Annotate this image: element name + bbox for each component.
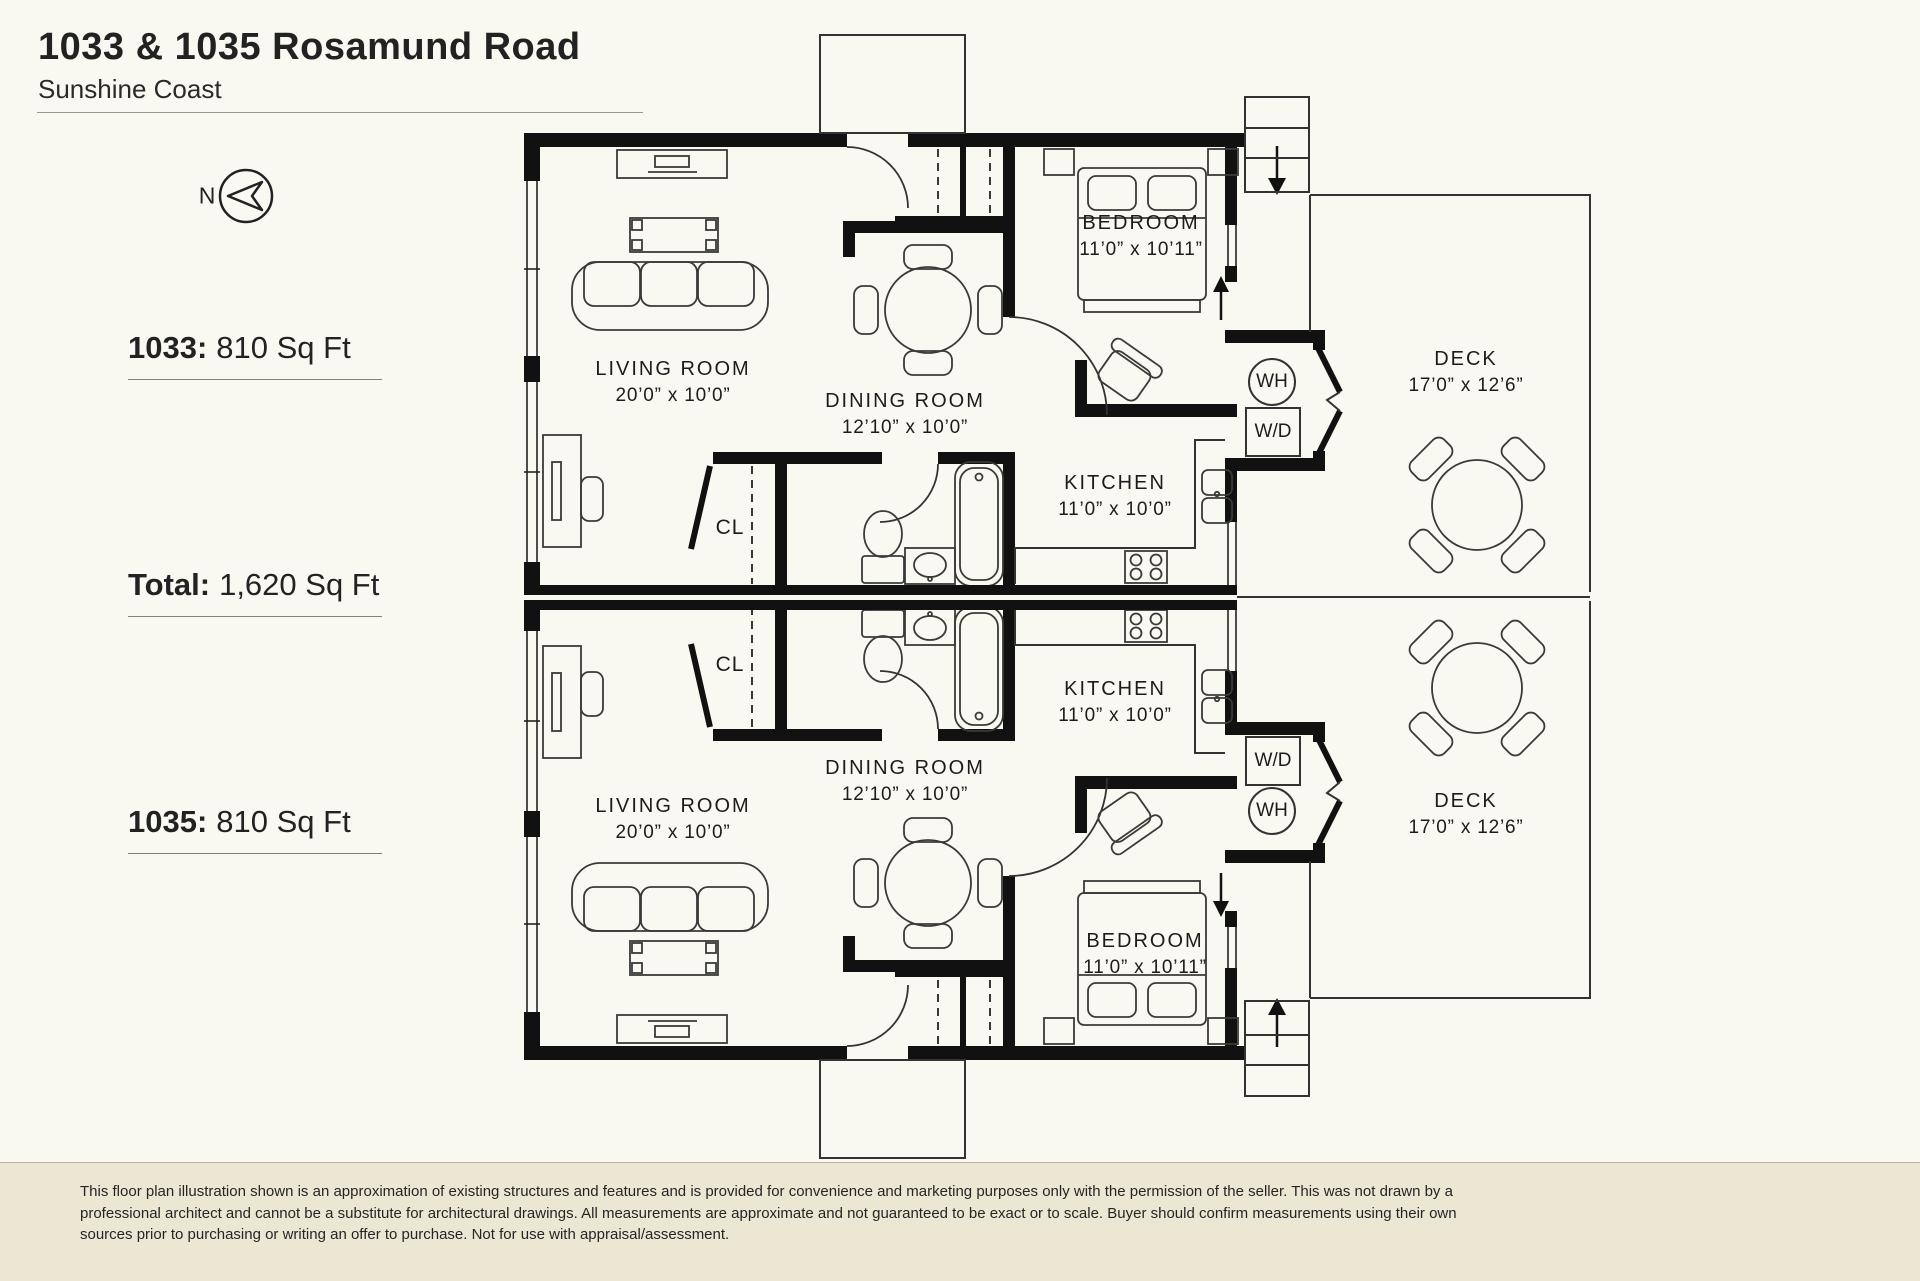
area-summary-1033-label: 1033: — [128, 330, 208, 365]
room-label-kitchen-1033: KITCHEN 11’0” x 10’0” — [1058, 472, 1172, 520]
room-label-bedroom-1033: BEDROOM 11’0” x 10’11” — [1079, 212, 1203, 260]
room-label-bedroom-1035: BEDROOM 11’0” x 10’11” — [1083, 930, 1207, 978]
closet-label-1033: CL — [715, 516, 745, 539]
washer-dryer-label-1033: W/D — [1254, 421, 1292, 442]
header-divider — [37, 112, 643, 113]
area-summary-total-label: Total: — [128, 567, 211, 602]
water-heater-label-1033: WH — [1256, 371, 1288, 392]
water-heater-label-1035: WH — [1256, 800, 1288, 821]
washer-dryer-label-1035: W/D — [1254, 750, 1292, 771]
area-summary-total — [128, 567, 382, 617]
area-summary-1033 — [128, 330, 382, 380]
room-label-living-1035: LIVING ROOM 20’0” x 10’0” — [595, 795, 751, 843]
area-summary-1033-value: 810 Sq Ft — [216, 330, 351, 365]
unit-1033-geometry — [524, 35, 1590, 592]
party-wall — [524, 585, 1590, 610]
north-compass-icon — [220, 170, 272, 222]
area-summary-1035 — [128, 804, 382, 854]
room-label-kitchen-1035: KITCHEN 11’0” x 10’0” — [1058, 678, 1172, 726]
room-label-deck-1035: DECK 17’0” x 12’6” — [1408, 790, 1524, 838]
room-label-deck-1033: DECK 17’0” x 12’6” — [1408, 348, 1524, 396]
page-header — [38, 26, 581, 105]
area-summary-1035-value: 810 Sq Ft — [216, 804, 351, 839]
compass-north-label: N — [198, 182, 216, 209]
area-summary-total-value: 1,620 Sq Ft — [219, 567, 380, 602]
room-label-living-1033: LIVING ROOM 20’0” x 10’0” — [595, 358, 751, 406]
closet-label-1035: CL — [715, 653, 745, 676]
disclaimer-text: This floor plan illustration shown is an approximation of existing structures and features and is provided for convenience and marketing purposes only with the permission of the seller. This was not drawn by a professional architect and cannot be a substitute for architectural drawings. All measurements are approximate and not guaranteed to be exact or to scale. Buyer should confirm measurements using their own sources prior to purchasing or writing an offer to purchase. Not for use with appraisal/assessment. — [80, 1183, 1457, 1243]
disclaimer-band — [0, 1162, 1920, 1281]
room-label-dining-1033: DINING ROOM 12’10” x 10’0” — [825, 390, 985, 438]
room-label-dining-1035: DINING ROOM 12’10” x 10’0” — [825, 757, 985, 805]
unit-1035-geometry — [524, 601, 1590, 1158]
area-summary-1035-label: 1035: — [128, 804, 208, 839]
page-subtitle: Sunshine Coast — [38, 74, 222, 104]
page-title: 1033 & 1035 Rosamund Road — [38, 26, 581, 68]
